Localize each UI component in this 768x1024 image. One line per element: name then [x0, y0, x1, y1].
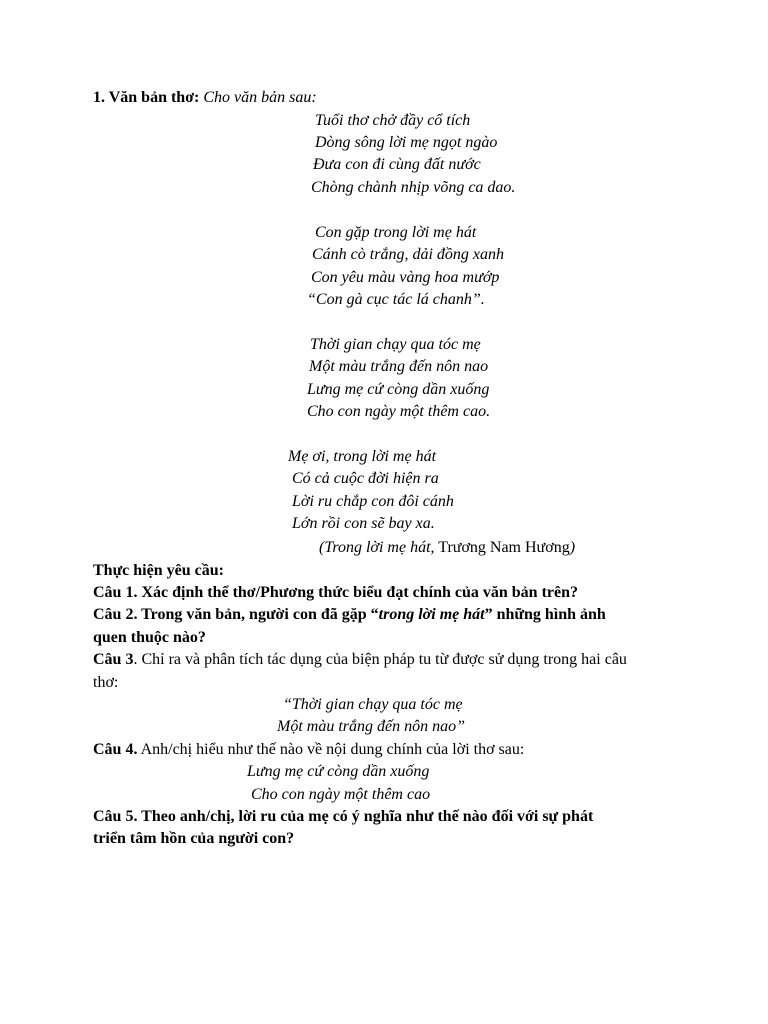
poem-title: (Trong lời mẹ hát,	[319, 539, 435, 556]
poem-source-close: )	[569, 539, 576, 556]
poem-source	[319, 537, 575, 559]
poem-line: Lưng mẹ cứ còng dần xuống	[307, 381, 490, 398]
section-instruction: Cho văn bản sau:	[199, 89, 317, 106]
poem-line: Con gặp trong lời mẹ hát	[315, 224, 477, 241]
poem-line: Mẹ ơi, trong lời mẹ hát	[288, 448, 437, 465]
question-5-line2: triển tâm hồn của người con?	[93, 830, 295, 847]
question-2-start: Câu 2. Trong văn bản, người con đã gặp “	[93, 606, 379, 623]
section-heading: 1. Văn bản thơ:	[93, 89, 200, 106]
poem-line: Có cả cuộc đời hiện ra	[292, 470, 439, 487]
question-4-label: Câu 4.	[93, 741, 138, 758]
poem-line: Lớn rồi con sẽ bay xa.	[292, 515, 435, 532]
poem-line: Chòng chành nhịp võng ca dao.	[311, 179, 516, 196]
question-4-quote-line: Cho con ngày một thêm cao	[251, 786, 431, 803]
question-3-quote-line: “Thời gian chạy qua tóc mẹ	[283, 696, 463, 713]
question-5: Câu 5. Theo anh/chị, lời ru của mẹ có ý nghĩa như thế nào đối với sự phát	[93, 808, 594, 825]
poem-line: Một màu trắng đến nôn nao	[309, 358, 489, 375]
poem-line: Con yêu màu vàng hoa mướp	[311, 269, 500, 286]
question-3	[93, 649, 627, 671]
poem-line: Thời gian chạy qua tóc mẹ	[310, 336, 481, 353]
question-4-quote-line: Lưng mẹ cứ còng dần xuống	[247, 763, 430, 780]
question-3-line2: thơ:	[93, 674, 119, 691]
poem-line: “Con gà cục tác lá chanh”.	[307, 291, 485, 308]
question-4	[93, 739, 524, 761]
question-2-quote: trong lời mẹ hát	[378, 606, 485, 623]
question-4-text: Anh/chị hiểu như thế nào về nội dung chính của lời thơ sau:	[137, 741, 525, 758]
poem-line: Cánh cò trắng, dải đồng xanh	[312, 246, 504, 263]
question-2-line2: quen thuộc nào?	[93, 629, 206, 646]
question-1: Câu 1. Xác định thể thơ/Phương thức biểu đạt chính của văn bản trên?	[93, 584, 579, 601]
poem-line: Đưa con đi cùng đất nước	[313, 156, 481, 173]
tasks-heading: Thực hiện yêu cầu:	[93, 562, 224, 579]
poem-line: Tuổi thơ chở đầy cổ tích	[315, 112, 471, 129]
section-heading-line	[93, 87, 317, 109]
poem-line: Cho con ngày một thêm cao.	[307, 403, 491, 420]
question-3-label: Câu 3	[93, 651, 134, 668]
question-2-end: ” những hình ảnh	[484, 606, 606, 623]
question-2	[93, 604, 606, 626]
question-3-quote-line: Một màu trắng đến nôn nao”	[277, 718, 465, 735]
poem-line: Lời ru chắp con đôi cánh	[292, 493, 454, 510]
poem-author: Trương Nam Hương	[434, 539, 570, 556]
question-3-text: . Chỉ ra và phân tích tác dụng của biện pháp tu từ được sử dụng trong hai câu	[133, 651, 627, 668]
poem-line: Dòng sông lời mẹ ngọt ngào	[315, 134, 498, 151]
